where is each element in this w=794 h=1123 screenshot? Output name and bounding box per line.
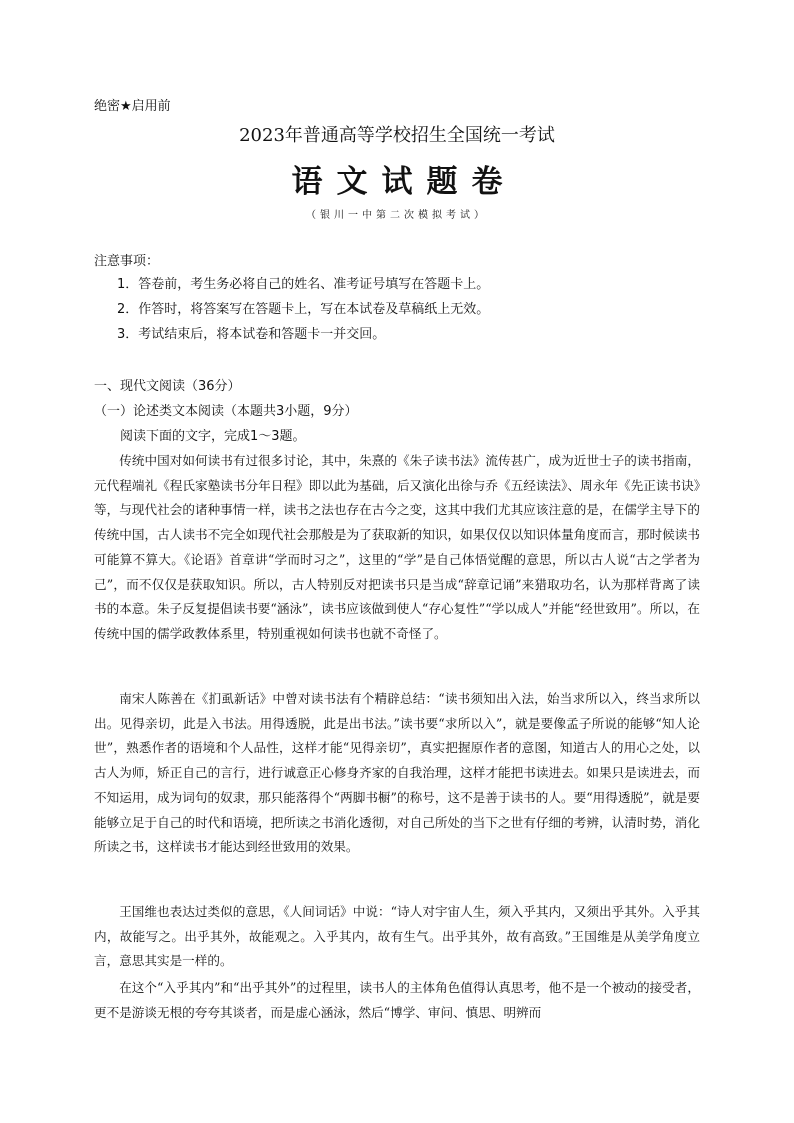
subject-title: 语文试题卷 — [291, 164, 517, 200]
section-title: 一、现代文阅读（36分） — [94, 379, 241, 394]
passage-paragraph: 南宋人陈善在《扪虱新话》中曾对读书法有个精辟总结：“读书须知出入法，始当求所以入，终当求所以出。见得亲切，此是入书法。用得透脱，此是出书法。”读书要“求所以入”，就是要像孟子所说的能够“知人论世”，熟悉作者的语境和个人品性，这样才能“见得亲切”，真实把握原作者的意图，知道古人的用心之处，以古人为师，矫正自己的言行，进行诚意正心修身齐家的自我治理，这样才能把书读进去。如果只是读进去，而不知运用，成为词句的奴隶，那只能落得个“两脚书橱”的称号，这不是善于读书的人。要“用得透脱”，就是要能够立足于自己的时代和语境，把所读之书消化透彻，对自己所处的当下之世有仔细的考辨，认清时势，消化所读之书，这样读书才能达到经世致用的效果。 — [94, 691, 700, 855]
notice-item: 3．考试结束后，将本试卷和答题卡一并交回。 — [117, 327, 386, 342]
mock-exam-note: （银川一中第二次模拟考试） — [306, 210, 488, 221]
notice-item: 2．作答时，将答案写在答题卡上，写在本试卷及草稿纸上无效。 — [117, 302, 490, 317]
notice-list — [117, 275, 489, 350]
passage-paragraph: 王国维也表达过类似的意思，《人间词话》中说：“诗人对宇宙人生，须入乎其内，又须出乎其外。入乎其内，故能写之。出乎其外，故能观之。入乎其内，故有生气。出乎其外，故有高致。”王国维是从美学角度立言，意思其实是一样的。 — [94, 904, 700, 969]
reading-instruction: 阅读下面的文字，完成1～3题。 — [120, 429, 306, 444]
confidential-label: 绝密★启用前 — [94, 99, 171, 114]
exam-title: 2023年普通高等学校招生全国统一考试 — [239, 125, 555, 146]
subsection-title: （一）论述类文本阅读（本题共3小题，9分） — [94, 404, 358, 419]
notice-heading: 注意事项： — [94, 254, 160, 269]
passage-paragraph: 在这个“入乎其内”和“出乎其外”的过程里，读书人的主体角色值得认真思考，他不是一个被动的接受者，更不是游谈无根的夸夸其谈者，而是虚心涵泳，然后“博学、审问、慎思、明辨而 — [94, 980, 700, 1020]
notice-item: 1．答卷前，考生务必将自己的姓名、准考证号填写在答题卡上。 — [117, 277, 490, 292]
passage-paragraph: 传统中国对如何读书有过很多讨论，其中，朱熹的《朱子读书法》流传甚广，成为近世士子的读书指南，元代程端礼《程氏家塾读书分年日程》即以此为基础，后又演化出徐与乔《五经读法》、周永年《先正读书诀》等，与现代社会的诸种事情一样，读书之法也存在古今之变，这其中我们尤其应该注意的是，在儒学主导下的传统中国，古人读书不完全如现代社会那般是为了获取新的知识，如果仅仅以知识体量角度而言，那时候读书可能算不算大。《论语》首章讲“学而时习之”，这里的“学”是自己体悟觉醒的意思，所以古人说“古之学者为己”，而不仅仅是获取知识。所以，古人特别反对把读书只是当成“辞章记诵”来猎取功名，认为那样背离了读书的本意。朱子反复提倡读书要“涵泳”，读书应该做到使人“存心复性”“学以成人”并能“经世致用”。所以，在传统中国的儒学政教体系里，特别重视如何读书也就不奇怪了。 — [94, 453, 700, 641]
